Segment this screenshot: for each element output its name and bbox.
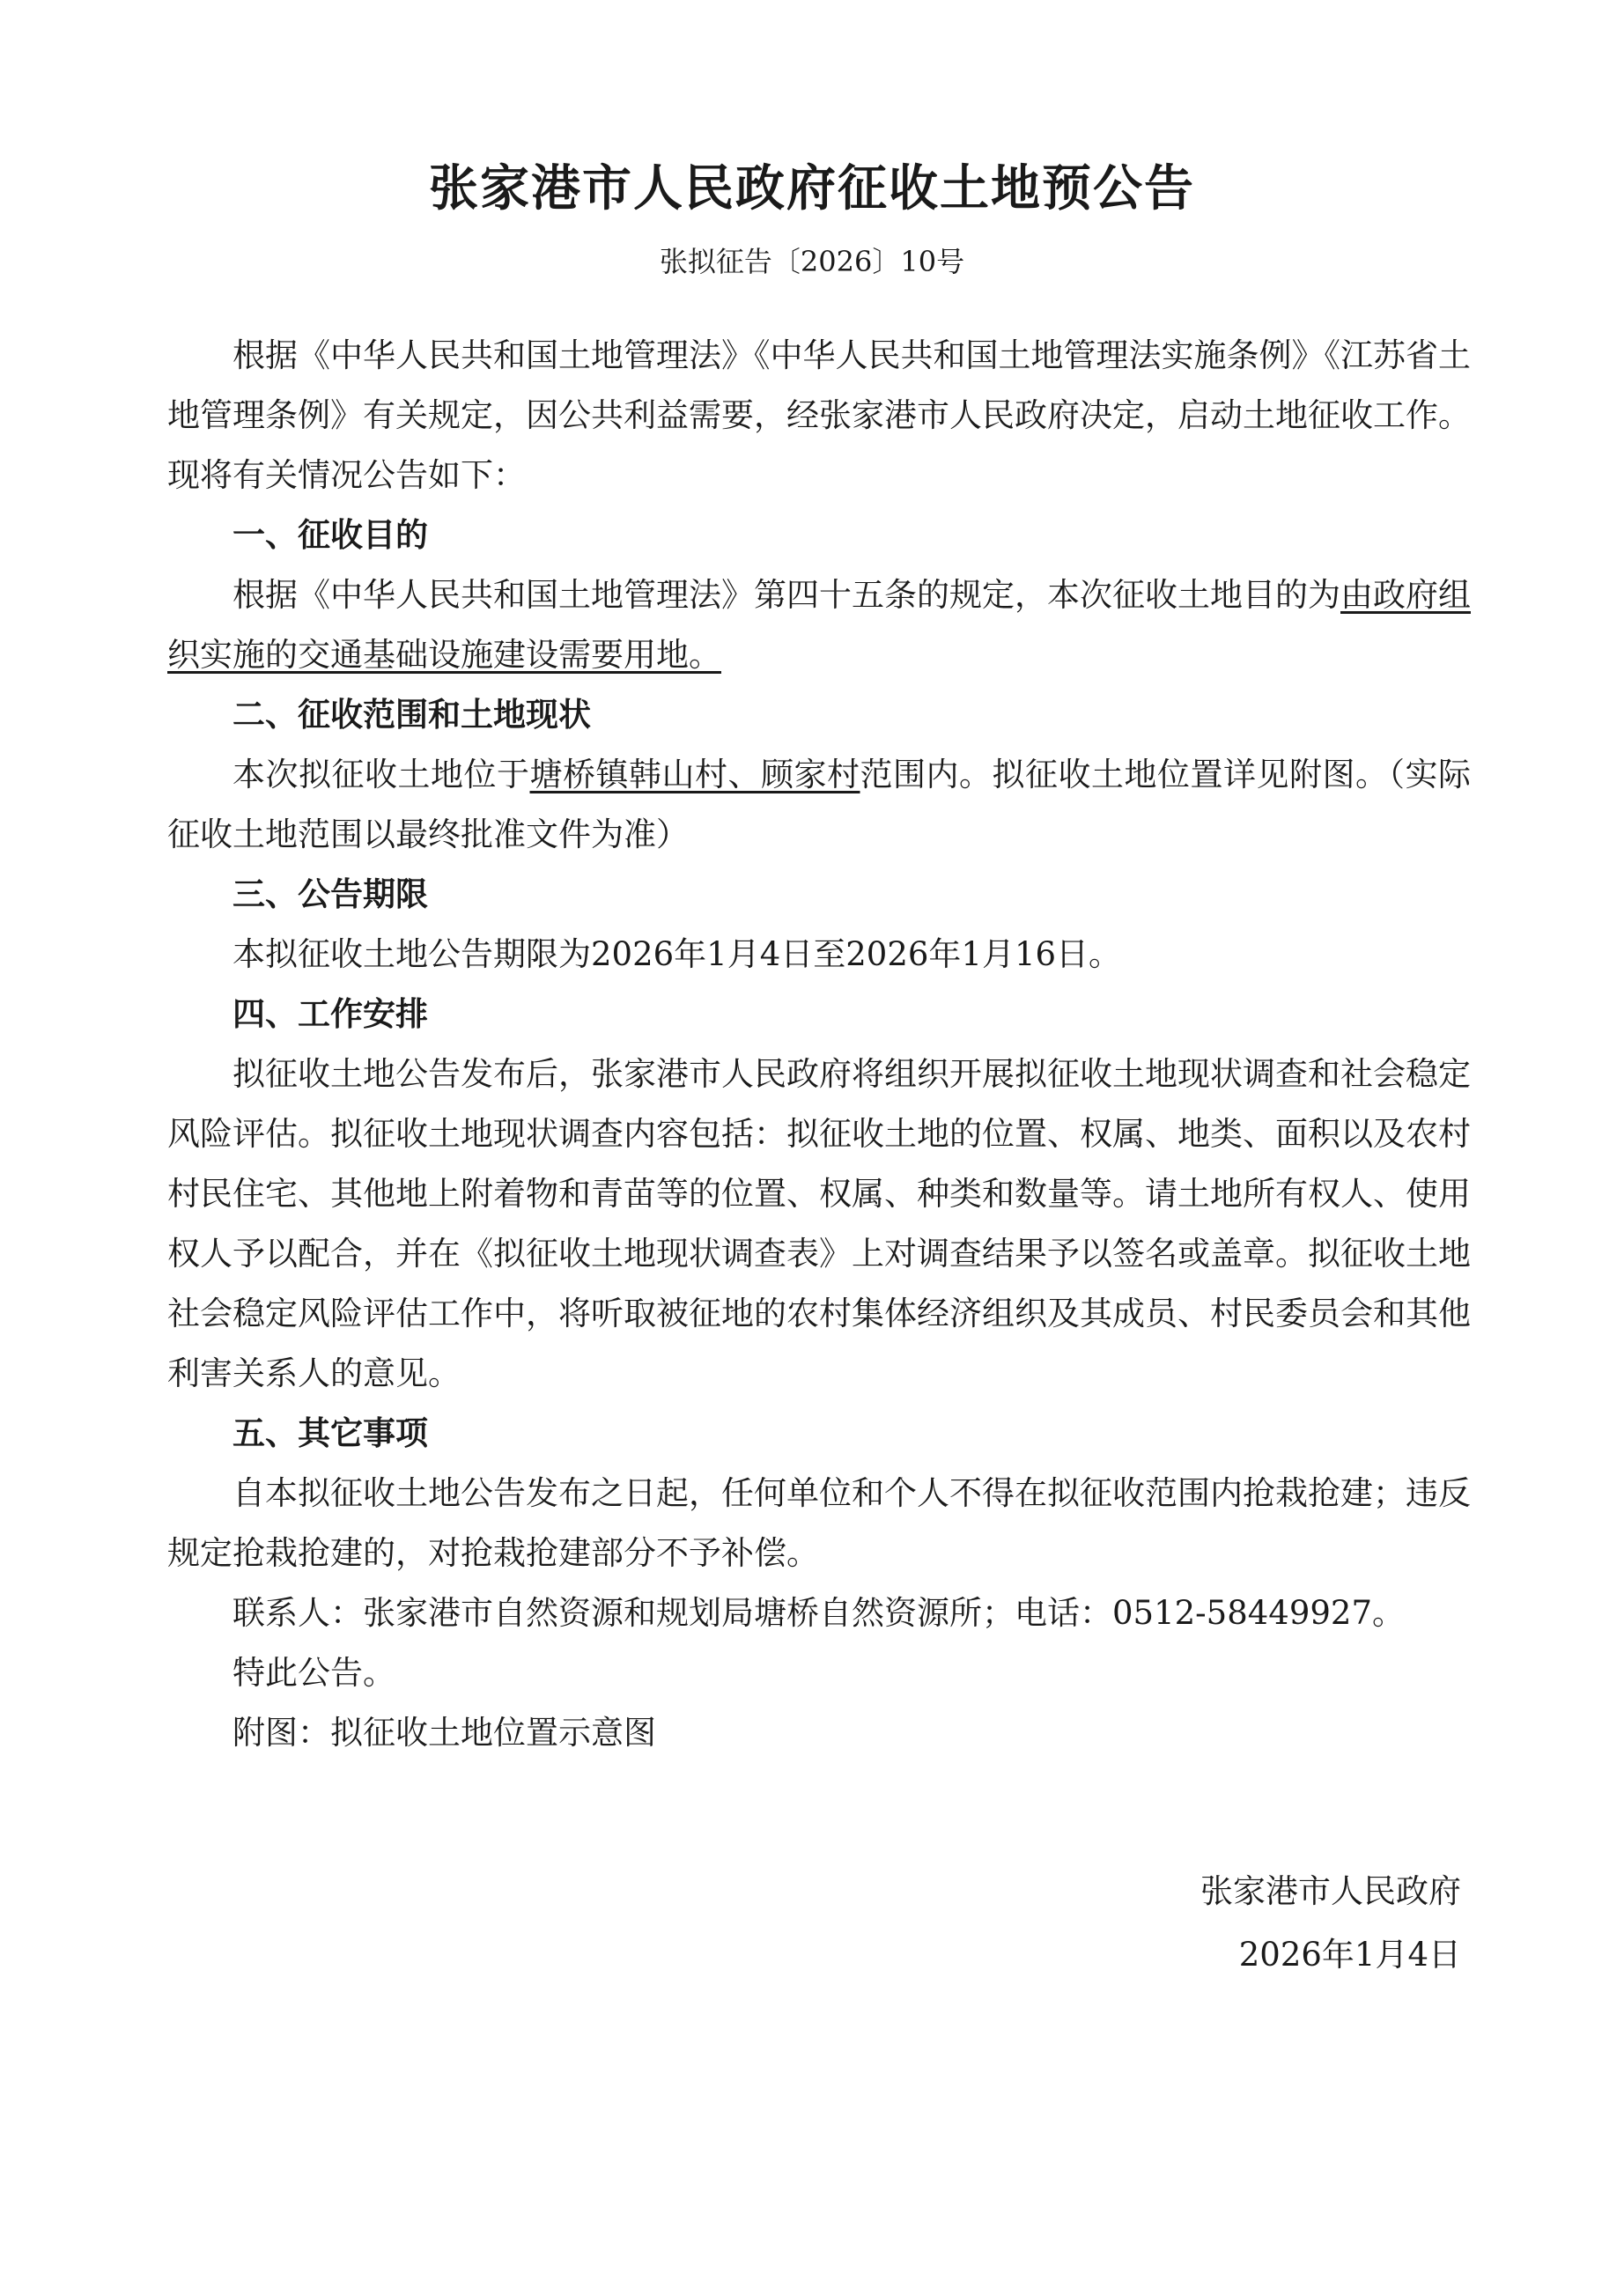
section-text-scope (167, 745, 1471, 865)
section-heading-period: 三、公告期限 (233, 875, 428, 913)
section-heading-arrangement: 四、工作安排 (233, 995, 428, 1033)
section-heading-other: 五、其它事项 (233, 1414, 428, 1452)
scope-text-after: 范围内。拟征收土地位置详见附图。（实际征收土地范围以最终批准文件为准） (167, 756, 1471, 853)
contact-line: 联系人：张家港市自然资源和规划局塘桥自然资源所；电话：0512-58449927。 (233, 1594, 1405, 1632)
intro-paragraph: 根据《中华人民共和国土地管理法》《中华人民共和国土地管理法实施条例》《江苏省土地管理条例》有关规定，因公共利益需要，经张家港市人民政府决定，启动土地征收工作。现将有关情况公告如下： (167, 336, 1471, 494)
signature-block (1200, 1860, 1461, 1987)
purpose-underlined-text: 由政府组织实施的交通基础设施建设需要用地。 (167, 576, 1471, 674)
attachment-line: 附图：拟征收土地位置示意图 (233, 1714, 656, 1752)
signature-org: 张家港市人民政府 (1200, 1872, 1461, 1910)
signature-date: 2026年1月4日 (1238, 1936, 1461, 1974)
section-text-other: 自本拟征收土地公告发布之日起，任何单位和个人不得在拟征收范围内抢栽抢建；违反规定抢栽抢建的，对抢栽抢建部分不予补偿。 (167, 1474, 1471, 1572)
section-text-purpose (167, 565, 1471, 685)
scope-underlined-text: 塘桥镇韩山村、顾家村 (529, 756, 860, 793)
closing-line: 特此公告。 (233, 1654, 395, 1692)
purpose-text: 根据《中华人民共和国土地管理法》第四十五条的规定，本次征收土地目的为 (233, 576, 1340, 614)
scope-text: 本次拟征收土地位于 (233, 756, 530, 793)
section-text-arrangement: 拟征收土地公告发布后，张家港市人民政府将组织开展拟征收土地现状调查和社会稳定风险评估。拟征收土地现状调查内容包括：拟征收土地的位置、权属、地类、面积以及农村村民住宅、其他地上附着物和青苗等的位置、权属、种类和数量等。请土地所有权人、使用权人予以配合，并在《拟征收土地现状调查表》上对调查结果予以签名或盖章。拟征收土地社会稳定风险评估工作中，将听取被征地的农村集体经济组织及其成员、村民委员会和其他利害关系人的意见。 (167, 1055, 1471, 1392)
section-heading-purpose: 一、征收目的 (233, 516, 428, 554)
document-body (167, 326, 1471, 1763)
document-number: 张拟征告〔2026〕10号 (659, 245, 965, 278)
document-title: 张家港市人民政府征收土地预公告 (429, 159, 1195, 218)
section-text-period: 本拟征收土地公告期限为2026年1月4日至2026年1月16日。 (233, 935, 1122, 973)
section-heading-scope: 二、征收范围和土地现状 (233, 696, 591, 734)
